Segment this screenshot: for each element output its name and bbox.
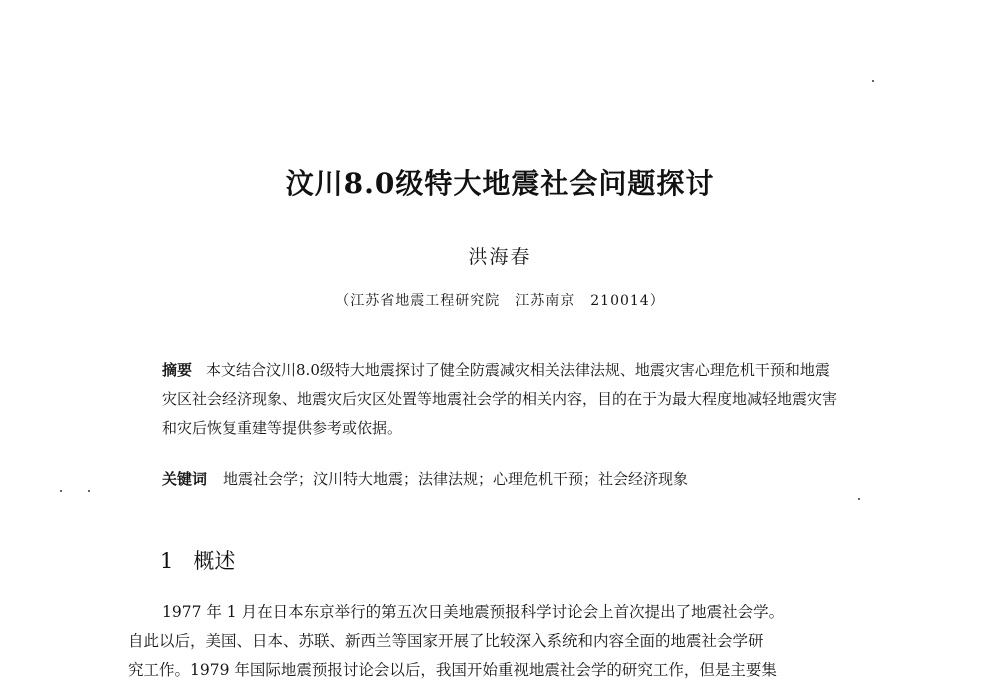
keywords xyxy=(162,466,842,492)
abstract xyxy=(162,356,842,443)
abstract-label: 摘要 xyxy=(162,361,193,379)
body-line: 究工作。1979 年国际地震预报讨论会以后，我国开始重视地震社会学的研究工作，但是主要集 xyxy=(128,661,777,679)
section-heading xyxy=(160,545,235,575)
body-line: 1977 年 1 月在日本东京举行的第五次日美地震预报科学讨论会上首次提出了地震社会学。 xyxy=(162,603,785,621)
section-number: 1 xyxy=(160,549,174,573)
section-title: 概述 xyxy=(193,549,236,573)
author-name: 洪海春 xyxy=(468,246,532,268)
scan-speck xyxy=(872,80,874,82)
scan-speck xyxy=(858,498,860,500)
scan-speck xyxy=(88,490,90,492)
author-affiliation: （江苏省地震工程研究院 江苏南京 210014） xyxy=(335,293,665,309)
paper-title: 汶川8.0级特大地震社会问题探讨 xyxy=(285,167,715,200)
scan-speck xyxy=(60,490,62,492)
body-line: 自此以后，美国、日本、苏联、新西兰等国家开展了比较深入系统和内容全面的地震社会学研 xyxy=(128,632,764,650)
abstract-text: 本文结合汶川8.0级特大地震探讨了健全防震减灾相关法律法规、地震灾害心理危机干预和地震灾区社会经济现象、地震灾后灾区处置等地震社会学的相关内容，目的在于为最大程度地减轻地震灾害和灾后恢复重建等提供参考或依据。 xyxy=(162,361,838,437)
keywords-text: 地震社会学；汶川特大地震；法律法规；心理危机干预；社会经济现象 xyxy=(223,470,689,488)
keywords-label: 关键词 xyxy=(162,470,208,488)
